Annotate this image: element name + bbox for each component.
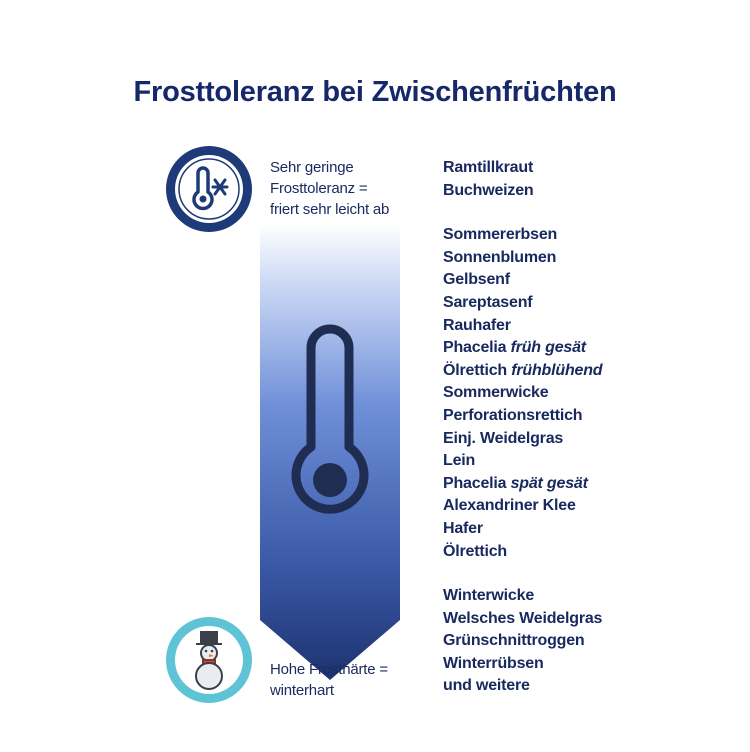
crop-list-item xyxy=(443,247,602,270)
crop-list-item xyxy=(443,518,602,541)
crop-list xyxy=(443,157,602,698)
crop-name: Grünschnittroggen xyxy=(443,632,585,650)
crop-name: Phacelia xyxy=(443,339,511,357)
high-frost-hardiness-label: Hohe Frosthärte = winterhart xyxy=(270,661,388,699)
crop-name: Ramtillkraut xyxy=(443,159,534,176)
crop-name: Einj. Weidelgras xyxy=(443,429,564,447)
crop-list-item xyxy=(443,360,602,383)
crop-name: Sommererbsen xyxy=(443,226,558,244)
crop-name: Sareptasenf xyxy=(443,293,533,311)
crop-name: Sommerwicke xyxy=(443,384,549,402)
crop-list-item xyxy=(443,337,602,360)
diagram-title: Frosttoleranz bei Zwischenfrüchten xyxy=(133,76,617,108)
crop-list-item xyxy=(443,585,602,608)
frost-scale-arrow xyxy=(255,222,405,682)
crop-name: Winterrübsen xyxy=(443,654,544,672)
crop-list-item xyxy=(443,541,602,564)
crop-name: Sonnenblumen xyxy=(443,248,557,266)
crop-name: Alexandriner Klee xyxy=(443,497,576,515)
crop-list-item xyxy=(443,269,602,292)
crop-name: Winterwicke xyxy=(443,587,535,605)
crop-note: früh gesät xyxy=(510,339,586,357)
snowman-icon xyxy=(165,616,253,704)
crop-list-item xyxy=(443,315,602,338)
crop-name: und weitere xyxy=(443,677,530,695)
crop-list-item xyxy=(443,382,602,405)
crop-list-item xyxy=(443,473,602,496)
crop-list-item xyxy=(443,450,602,473)
crop-list-item xyxy=(443,180,602,203)
crop-list-item xyxy=(443,495,602,518)
crop-list-item xyxy=(443,608,602,631)
low-frost-tolerance-label: Sehr geringe Frosttoleranz = friert sehr leicht ab xyxy=(270,159,390,218)
crop-name: Welsches Weidelgras xyxy=(443,609,603,627)
crop-name: Ölrettich xyxy=(443,542,507,560)
crop-list-item xyxy=(443,428,602,451)
crop-name: Buchweizen xyxy=(443,181,534,199)
crop-note: frühblühend xyxy=(511,361,603,379)
crop-name: Phacelia xyxy=(443,474,511,492)
crop-list-item xyxy=(443,157,602,180)
crop-name: Rauhafer xyxy=(443,316,511,334)
crop-name: Perforationsrettich xyxy=(443,406,583,424)
crop-name: Lein xyxy=(443,452,476,470)
crop-list-item xyxy=(443,653,602,676)
crop-list-item xyxy=(443,405,602,428)
crop-list-item xyxy=(443,224,602,247)
crop-note: spät gesät xyxy=(510,474,588,492)
crop-list-item xyxy=(443,630,602,653)
crop-name: Hafer xyxy=(443,519,483,537)
crop-name: Ölrettich xyxy=(443,361,512,379)
crop-list-item xyxy=(443,292,602,315)
crop-name: Gelbsenf xyxy=(443,271,510,289)
thermometer-snowflake-icon xyxy=(165,145,253,233)
crop-list-item xyxy=(443,675,602,698)
